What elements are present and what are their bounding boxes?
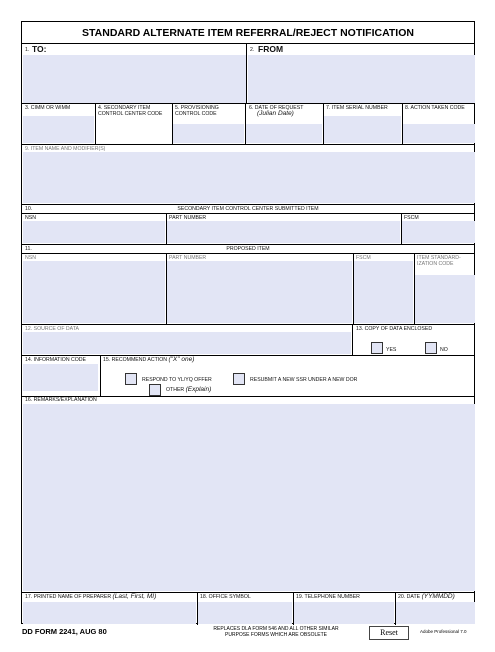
recommend-action-label: 15. RECOMMEND ACTION ("X" one) [103, 356, 195, 363]
preparer-name-field[interactable] [23, 602, 196, 624]
item-name-field[interactable] [23, 152, 475, 203]
item-serial-number-field[interactable] [324, 116, 401, 143]
proposed-nsn-label: NSN [25, 255, 36, 261]
provisioning-code-label: 5. PROVISIONING CONTROL CODE [175, 105, 219, 117]
other-label: OTHER (Explain) [166, 386, 212, 393]
telephone-number-field[interactable] [294, 602, 394, 624]
preparer-name-label: 17. PRINTED NAME OF PREPARER (Last, First, MI) [25, 593, 157, 600]
source-of-data-label: 12. SOURCE OF DATA [25, 326, 79, 332]
information-code-label: 14. INFORMATION CODE [25, 357, 87, 363]
form-title: STANDARD ALTERNATE ITEM REFERRAL/REJECT NOTIFICATION [22, 22, 474, 44]
software-label: Adobe Professional 7.0 [420, 629, 467, 634]
submitted-nsn-label: NSN [25, 215, 36, 221]
cimm-wimm-field[interactable] [23, 116, 94, 143]
office-symbol-field[interactable] [198, 602, 292, 624]
form-frame [21, 21, 475, 624]
copy-enclosed-yes-label: YES [386, 347, 397, 353]
remarks-field[interactable] [23, 404, 475, 591]
action-taken-code-field[interactable] [403, 124, 475, 143]
replaces-note: REPLACES DLA FORM 546 AND ALL OTHER SIMILAR PURPOSE FORMS WHICH ARE OBSOLETE [213, 626, 339, 638]
resubmit-ssr-label: RESUBMIT A NEW SSR UNDER A NEW DOR [250, 377, 358, 383]
f10-num: 10. [25, 206, 33, 212]
submitted-fscm-label: FSCM [404, 215, 419, 221]
date-label: 20. DATE (YYMMDD) [398, 593, 455, 600]
to-label: TO: [32, 44, 47, 54]
proposed-part-number-field[interactable] [167, 261, 352, 323]
copy-enclosed-no-label: NO [440, 347, 448, 353]
proposed-nsn-field[interactable] [23, 261, 165, 323]
from-field[interactable] [248, 55, 475, 103]
julian-date-label: (Julian Date) [257, 110, 294, 117]
submitted-part-number-label: PART NUMBER [169, 215, 207, 221]
office-symbol-label: 18. OFFICE SYMBOL [200, 594, 251, 600]
copy-enclosed-no-checkbox[interactable] [425, 342, 437, 354]
provisioning-code-field[interactable] [173, 124, 244, 143]
submitted-part-number-field[interactable] [167, 221, 400, 243]
proposed-part-number-label: PART NUMBER [169, 255, 207, 261]
remarks-label: 16. REMARKS/EXPLANATION [25, 397, 97, 403]
form-number: DD FORM 2241, AUG 80 [22, 627, 107, 636]
reset-button[interactable]: Reset [369, 626, 409, 640]
copy-of-data-label: 13. COPY OF DATA ENCLOSED [356, 326, 433, 332]
respond-offer-checkbox[interactable] [125, 373, 137, 385]
date-of-request-label: 6. DATE OF REQUEST [249, 105, 304, 111]
f10-title: SECONDARY ITEM CONTROL CENTER SUBMITTED ITEM [177, 206, 319, 212]
date-field[interactable] [396, 602, 475, 624]
from-label: FROM [258, 44, 284, 54]
resubmit-ssr-checkbox[interactable] [233, 373, 245, 385]
copy-enclosed-yes-checkbox[interactable] [371, 342, 383, 354]
cimm-wimm-label: 3. CIMM OR WIMM [25, 105, 71, 111]
date-of-request-field[interactable] [246, 124, 322, 143]
information-code-field[interactable] [23, 364, 98, 391]
item-serial-number-label: 7. ITEM SERIAL NUMBER [326, 105, 388, 111]
telephone-number-label: 19. TELEPHONE NUMBER [296, 594, 360, 600]
item-standardization-code-field[interactable] [415, 275, 475, 323]
item-name-label: 9. ITEM NAME AND MODIFIER(S) [25, 146, 106, 152]
secondary-item-ccc-label: 4. SECONDARY ITEM CONTROL CENTER CODE [98, 105, 163, 117]
to-field[interactable] [23, 55, 246, 103]
item-standardization-code-label: ITEM STANDARD-IZATION CODE [417, 255, 461, 267]
proposed-fscm-field[interactable] [354, 261, 413, 323]
from-num: 2. [250, 47, 255, 53]
submitted-nsn-field[interactable] [23, 221, 165, 243]
other-checkbox[interactable] [149, 384, 161, 396]
f11-num: 11. [25, 246, 32, 252]
proposed-fscm-label: FSCM [356, 255, 371, 261]
submitted-fscm-field[interactable] [402, 221, 475, 243]
f11-title: PROPOSED ITEM [226, 246, 270, 252]
respond-offer-label: RESPOND TO YL/YQ OFFER [142, 377, 212, 383]
to-num: 1. [25, 47, 30, 53]
action-taken-code-label: 8. ACTION TAKEN CODE [405, 105, 465, 111]
source-of-data-field[interactable] [23, 332, 351, 354]
